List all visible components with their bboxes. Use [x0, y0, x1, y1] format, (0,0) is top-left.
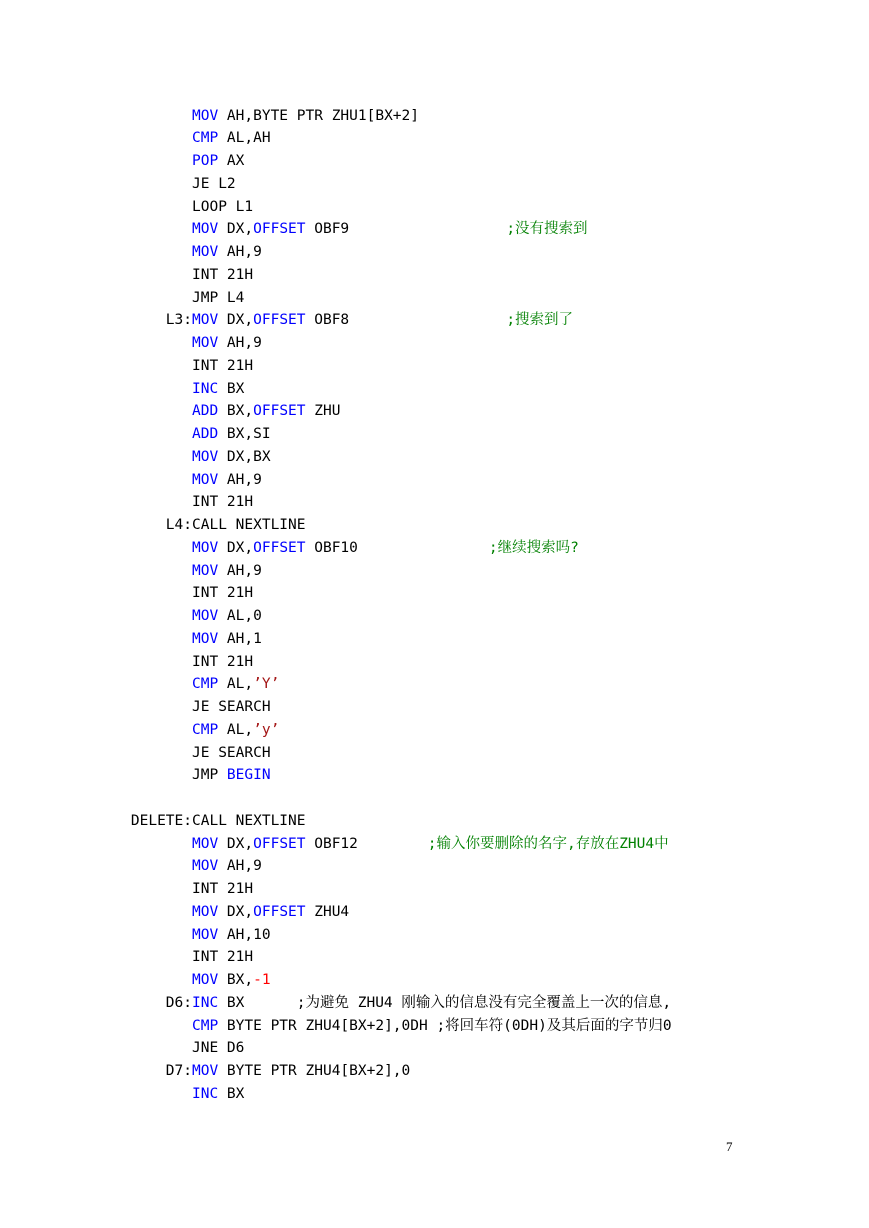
- code-keyword: ADD: [192, 403, 219, 420]
- code-text: JE SEARCH: [192, 699, 271, 715]
- code-keyword: MOV: [192, 312, 219, 329]
- code-text: BYTE PTR ZHU4[BX+2],0: [218, 1063, 411, 1079]
- code-text: BYTE PTR ZHU4[BX+2],0DH ;将回车符(0DH)及其后面的字节归0: [218, 1017, 672, 1034]
- code-instruction: [192, 582, 253, 605]
- code-line: [0, 651, 869, 674]
- code-keyword: MOV: [192, 608, 219, 624]
- code-keyword: MOV: [192, 107, 219, 124]
- code-keyword: MOV: [192, 335, 219, 351]
- code-instruction: [192, 537, 579, 560]
- code-instruction: [192, 878, 253, 901]
- code-instruction: [192, 241, 262, 264]
- code-keyword: MOV: [192, 448, 219, 465]
- code-comment: ;搜索到了: [506, 312, 574, 329]
- code-line: [0, 309, 869, 332]
- code-line: [0, 173, 869, 196]
- code-instruction: [192, 673, 279, 696]
- code-instruction: [192, 833, 669, 856]
- code-line: [0, 1083, 869, 1106]
- code-line: [0, 628, 869, 651]
- code-instruction: [192, 946, 253, 969]
- code-string: ’Y’: [253, 676, 280, 693]
- code-instruction: [192, 742, 271, 765]
- code-instruction: [192, 173, 236, 196]
- code-instruction: [192, 1015, 672, 1038]
- code-text: OBF8: [305, 312, 507, 329]
- code-keyword: CMP: [192, 721, 219, 738]
- code-text: OBF12: [305, 835, 428, 852]
- code-line: [0, 355, 869, 378]
- code-text: BX,SI: [218, 426, 271, 442]
- code-instruction: [192, 560, 262, 583]
- code-line: [0, 696, 869, 719]
- code-instruction: [192, 514, 306, 537]
- code-keyword: MOV: [192, 471, 219, 488]
- code-keyword: MOV: [192, 562, 219, 579]
- code-line: [0, 218, 869, 241]
- code-keyword: INC: [192, 994, 219, 1011]
- code-instruction: [192, 719, 279, 742]
- code-instruction: [192, 105, 419, 128]
- code-keyword: MOV: [192, 903, 219, 920]
- code-text: AH,10: [218, 926, 271, 943]
- code-comment: ;没有搜索到: [506, 221, 588, 238]
- code-text: INT 21H: [192, 881, 254, 897]
- code-keyword: MOV: [192, 858, 219, 875]
- code-line: [0, 400, 869, 423]
- code-comment: ;输入你要删除的名字,存放在ZHU4中: [427, 835, 669, 852]
- code-line: [0, 150, 869, 173]
- code-line: [0, 969, 869, 992]
- code-text: AL,: [218, 676, 254, 693]
- code-keyword: MOV: [192, 539, 219, 556]
- code-text: AH,9: [218, 562, 262, 579]
- code-instruction: [192, 969, 271, 992]
- code-instruction: [192, 651, 253, 674]
- code-text: OBF9: [305, 221, 507, 238]
- code-line: [0, 332, 869, 355]
- code-line: [0, 287, 869, 310]
- code-line: [0, 264, 869, 287]
- code-text: INT 21H: [192, 585, 254, 602]
- code-text: AH,9: [218, 471, 262, 488]
- code-text: AH,9: [218, 858, 262, 875]
- code-instruction: [192, 423, 271, 446]
- code-keyword: MOV: [192, 835, 219, 852]
- code-line: [0, 378, 869, 401]
- code-keyword: OFFSET: [253, 903, 306, 920]
- code-instruction: [192, 196, 253, 219]
- code-instruction: [192, 446, 271, 469]
- code-text: AL,0: [218, 608, 262, 624]
- code-line: [0, 514, 869, 537]
- code-line: [0, 901, 869, 924]
- code-text: DX,BX: [218, 448, 271, 465]
- code-text: JE L2: [192, 175, 236, 192]
- page-number: 7: [726, 1139, 733, 1154]
- code-keyword: CMP: [192, 1017, 219, 1034]
- code-line: [0, 673, 869, 696]
- code-keyword: MOV: [192, 1063, 219, 1079]
- code-text: BX: [218, 380, 245, 397]
- code-line: [0, 1037, 869, 1060]
- code-string: ’y’: [253, 721, 280, 738]
- code-line: [0, 810, 869, 833]
- code-keyword: CMP: [192, 130, 219, 147]
- code-keyword: OFFSET: [253, 312, 306, 329]
- code-text: AH,BYTE PTR ZHU1[BX+2]: [218, 107, 419, 124]
- code-label: L3:: [165, 312, 192, 329]
- code-instruction: [192, 924, 271, 947]
- code-text: BX ;为避免 ZHU4 刚输入的信息没有完全覆盖上一次的信息,: [218, 994, 672, 1011]
- code-text: INT 21H: [192, 357, 254, 374]
- code-text: BX: [218, 1085, 245, 1102]
- code-line: [0, 878, 869, 901]
- code-text: ZHU: [305, 403, 341, 420]
- code-line: [0, 105, 869, 128]
- code-keyword: MOV: [192, 972, 219, 988]
- code-text: AL,: [218, 721, 254, 738]
- code-text: AH,1: [218, 630, 262, 647]
- code-line: [0, 833, 869, 856]
- code-text: LOOP L1: [192, 198, 254, 215]
- code-instruction: [192, 127, 271, 150]
- code-text: DX,: [218, 539, 254, 556]
- code-text: DX,: [218, 312, 254, 329]
- code-text: JMP L4: [192, 289, 245, 306]
- code-line: [0, 855, 869, 878]
- code-line: [0, 742, 869, 765]
- code-label: D6:: [165, 994, 192, 1011]
- code-line: [0, 719, 869, 742]
- code-keyword: OFFSET: [253, 539, 306, 556]
- code-keyword: POP: [192, 153, 219, 169]
- code-instruction: [192, 855, 262, 878]
- code-number: -1: [253, 972, 271, 988]
- code-instruction: [192, 628, 262, 651]
- code-instruction: [192, 764, 271, 787]
- code-text: BX,: [218, 403, 254, 420]
- code-line: [0, 537, 869, 560]
- code-instruction: [192, 355, 253, 378]
- code-line: [0, 241, 869, 264]
- code-keyword: ADD: [192, 426, 219, 442]
- code-line: [0, 127, 869, 150]
- code-instruction: [192, 605, 262, 628]
- code-line: [0, 764, 869, 787]
- code-text: AH,9: [218, 244, 262, 260]
- code-text: INT 21H: [192, 653, 254, 670]
- code-text: INT 21H: [192, 949, 254, 966]
- code-text: INT 21H: [192, 266, 254, 283]
- code-text: JNE D6: [192, 1040, 245, 1057]
- code-label: DELETE:: [130, 812, 192, 829]
- code-keyword: OFFSET: [253, 403, 306, 420]
- code-keyword: MOV: [192, 926, 219, 943]
- code-keyword: MOV: [192, 630, 219, 647]
- code-text: DX,: [218, 221, 254, 238]
- code-keyword: INC: [192, 380, 219, 397]
- code-text: JE SEARCH: [192, 744, 271, 761]
- code-keyword: CMP: [192, 676, 219, 693]
- code-line: [0, 446, 869, 469]
- code-instruction: [192, 287, 244, 310]
- code-text: CALL NEXTLINE: [192, 517, 306, 533]
- code-instruction: [192, 309, 573, 332]
- code-keyword: MOV: [192, 244, 219, 260]
- code-line: [0, 196, 869, 219]
- code-line: [0, 924, 869, 947]
- code-keyword: BEGIN: [226, 767, 271, 784]
- code-instruction: [192, 218, 588, 241]
- code-text: JMP: [192, 767, 227, 784]
- code-instruction: [192, 1083, 244, 1106]
- code-instruction: [192, 491, 253, 514]
- code-line: [0, 491, 869, 514]
- code-line: [0, 423, 869, 446]
- code-label: L4:: [165, 517, 192, 533]
- code-text: AL,AH: [218, 130, 271, 147]
- code-line: [0, 605, 869, 628]
- code-line: [0, 1060, 869, 1083]
- code-text: AX: [218, 153, 245, 169]
- code-line: [0, 992, 869, 1015]
- code-instruction: [192, 1037, 244, 1060]
- code-instruction: [192, 1060, 410, 1083]
- code-text: AH,9: [218, 335, 262, 351]
- code-line: [0, 946, 869, 969]
- code-keyword: INC: [192, 1085, 219, 1102]
- code-instruction: [192, 469, 262, 492]
- code-keyword: OFFSET: [253, 835, 306, 852]
- code-text: BX,: [218, 972, 254, 988]
- code-text: ZHU4: [305, 903, 350, 920]
- code-instruction: [192, 332, 262, 355]
- code-instruction: [192, 400, 340, 423]
- code-line: [0, 787, 869, 810]
- code-line: [0, 560, 869, 583]
- code-label: D7:: [165, 1063, 192, 1079]
- code-text: INT 21H: [192, 494, 254, 511]
- code-instruction: [192, 150, 244, 173]
- code-line: [0, 582, 869, 605]
- code-instruction: [192, 264, 253, 287]
- code-instruction: [192, 901, 349, 924]
- code-instruction: [192, 810, 306, 833]
- code-text: OBF10: [305, 539, 489, 556]
- code-instruction: [192, 992, 671, 1015]
- code-text: CALL NEXTLINE: [192, 812, 306, 829]
- code-comment: ;继续搜索吗?: [488, 539, 579, 556]
- code-line: [0, 1015, 869, 1038]
- code-keyword: OFFSET: [253, 221, 306, 238]
- code-text: DX,: [218, 835, 254, 852]
- code-instruction: [192, 378, 244, 401]
- code-text: DX,: [218, 903, 254, 920]
- code-keyword: MOV: [192, 221, 219, 238]
- code-line: [0, 469, 869, 492]
- code-instruction: [192, 696, 271, 719]
